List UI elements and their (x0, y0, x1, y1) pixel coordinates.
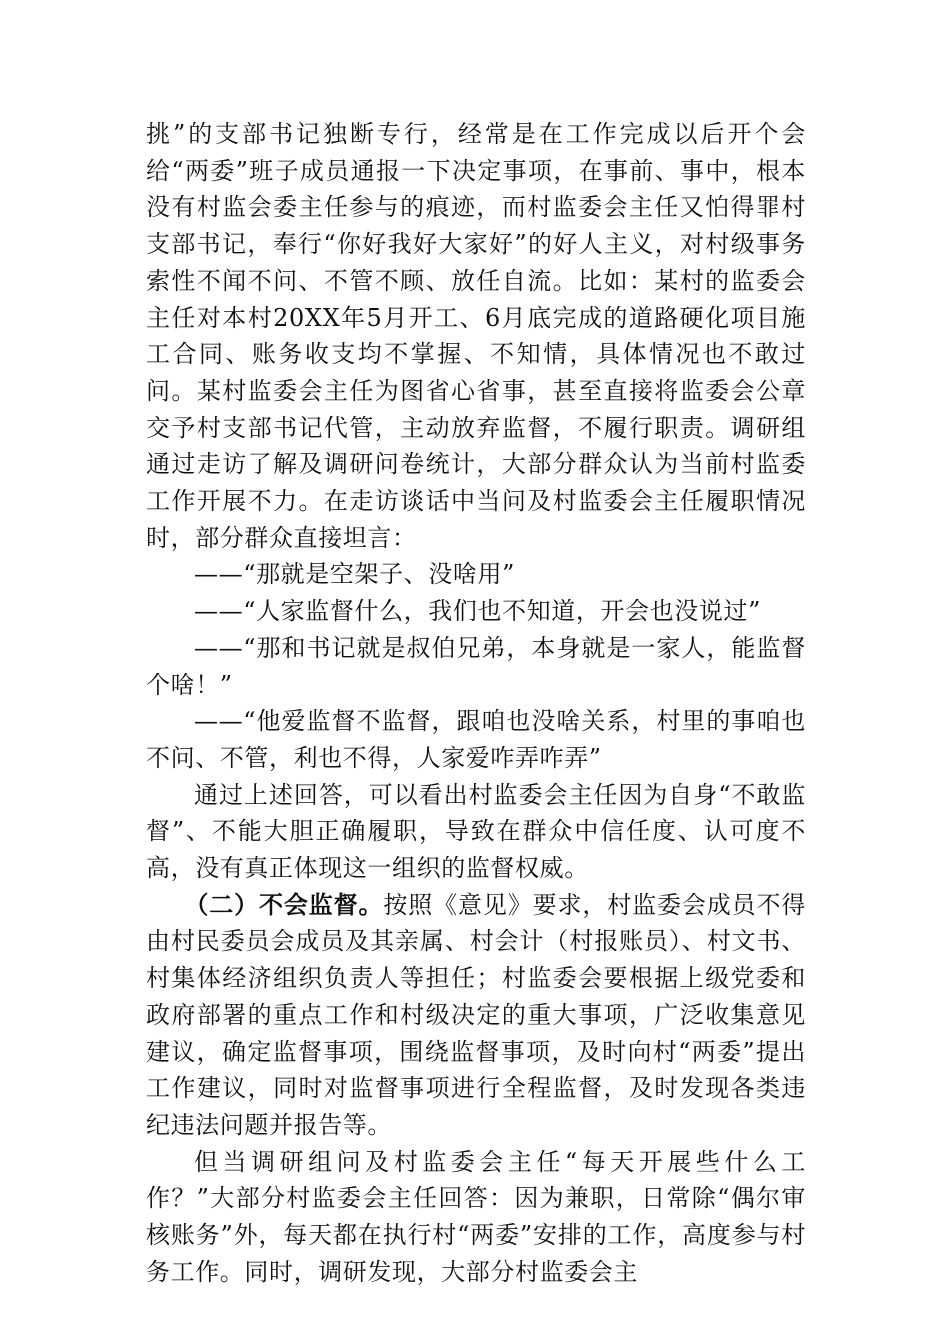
paragraph-1: 挑”的支部书记独断专行，经常是在工作完成以后开个会给“两委”班子成员通报一下决定事项，在事前、事中，根本没有村监会委主任参与的痕迹，而村监委会主任又怕得罪村支部书记，奉行“你好我好大家好”的好人主义，对村级事务索性不闻不问、不管不顾、放任自流。比如：某村的监委会主任对本村20XX年5月开工、6月底完成的道路硬化项目施工合同、账务收支均不掌握、不知情，具体情况也不敢过问。某村监委会主任为图省心省事，甚至直接将监委会公章交予村支部书记代管，主动放弃监督，不履行职责。调研组通过走访了解及调研问卷统计，大部分群众认为当前村监委工作开展不力。在走访谈话中当问及村监委会主任履职情况时，部分群众直接坦言： (146, 120, 806, 552)
quote-3: ——“那和书记就是叔伯兄弟，本身就是一家人，能监督个啥！” (146, 633, 806, 699)
paragraph-conclusion: 通过上述回答，可以看出村监委会主任因为自身“不敢监督”、不能大胆正确履职，导致在群众中信任度、认可度不高，没有真正体现这一组织的监督权威。 (146, 780, 806, 883)
quote-4: ——“他爱监督不监督，跟咱也没啥关系，村里的事咱也不问、不管，利也不得，人家爱咋弄咋弄” (146, 707, 806, 772)
quote-2: ——“人家监督什么，我们也不知道，开会也没说过” (194, 597, 761, 626)
paragraph-final: 但当调研组问及村监委会主任“每天开展些什么工作？”大部分村监委会主任回答：因为兼职，日常除“偶尔审核账务”外，每天都在执行村“两委”安排的工作，高度参与村务工作。同时，调研发现，大部分村监委会主 (146, 1147, 806, 1286)
section-text: 按照《意见》要求，村监委会成员不得由村民委员会成员及其亲属、村会计（村报账员）、村文书、村集体经济组织负责人等担任；村监委会要根据上级党委和政府部署的重点工作和村级决定的重大事项，广泛收集意见建议，确定监督事项，围绕监督事项，及时向村“两委”提出工作建议，同时对监督事项进行全程监督，及时发现各类违纪违法问题并报告等。 (146, 890, 806, 1139)
quote-1: ——“那就是空架子、没啥用” (194, 560, 515, 589)
document-body (146, 116, 806, 1291)
paragraph-section-2 (146, 887, 806, 1144)
section-heading: （二）不会监督。 (184, 889, 384, 919)
